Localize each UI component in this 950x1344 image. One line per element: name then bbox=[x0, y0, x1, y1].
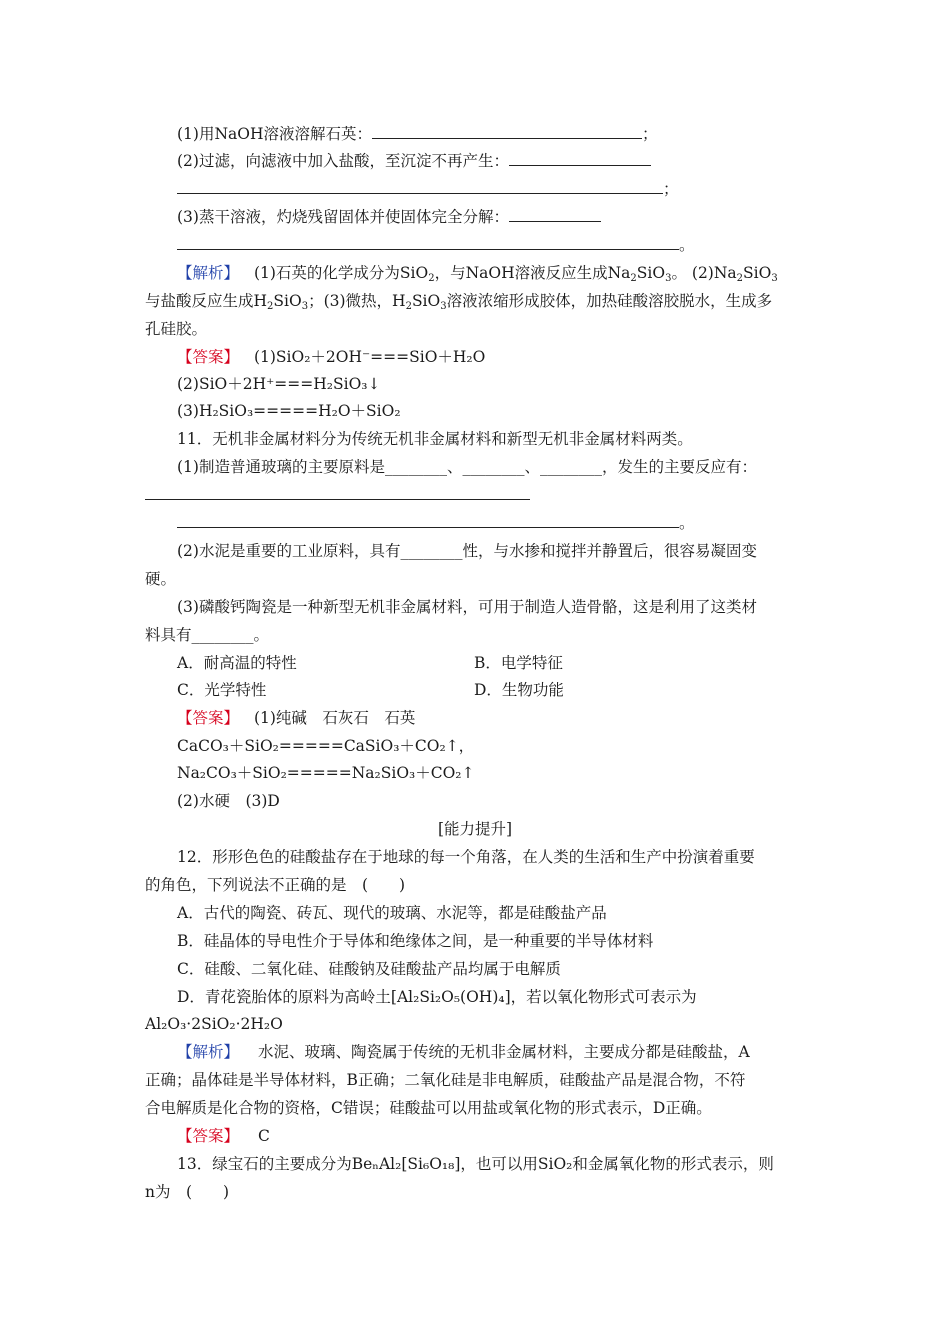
q12-analysis-line2: 正确；晶体硅是半导体材料，B正确；二氧化硅是非电解质，硅酸盐产品是混合物，不符 bbox=[145, 1071, 746, 1089]
q12-option-d-line1: D．青花瓷胎体的原料为高岭土[Al₂Si₂O₅(OH)₄]，若以氧化物形式可表示为 bbox=[177, 988, 697, 1006]
q11-part3-line1: (3)磷酸钙陶瓷是一种新型无机非金属材料，可用于制造人造骨骼，这是利用了这类材 bbox=[177, 598, 757, 616]
answer-tag: 【答案】 bbox=[177, 348, 240, 366]
answer-tag: 【答案】 bbox=[177, 1127, 240, 1145]
answer-blank[interactable] bbox=[509, 150, 651, 166]
q11-stem: 11．无机非金属材料分为传统无机非金属材料和新型无机非金属材料两类。 bbox=[177, 430, 693, 448]
q11-answer-line2: CaCO₃＋SiO₂=====CaSiO₃＋CO₂↑， bbox=[177, 737, 475, 755]
q10-analysis-line1: 【解析】 (1)石英的化学成分为SiO$_2$，与NaOH溶液反应生成$Na_2SiO_3$。 $(2)Na_2SiO_3$ bbox=[177, 264, 778, 284]
q11-answer-line1: 【答案】 (1)纯碱 石灰石 石英 bbox=[177, 709, 416, 727]
q10-part3: (3)蒸干溶液，灼烧残留固体并使固体完全分解： bbox=[177, 206, 601, 228]
q10-part1: (1)用NaOH溶液溶解石英： ； bbox=[177, 125, 658, 143]
q13-stem-line1: 13．绿宝石的主要成分为BeₙAl₂[Si₆O₁₈]，也可以用SiO₂和金属氧化物的形式表示，则 bbox=[177, 1155, 774, 1173]
q11-part2-line2: 硬。 bbox=[145, 570, 177, 588]
q10-part2-cont: ； bbox=[177, 178, 679, 200]
analysis-tag: 【解析】 bbox=[177, 264, 240, 282]
q12-option-b: B．硅晶体的导电性介于导体和绝缘体之间，是一种重要的半导体材料 bbox=[177, 932, 654, 950]
q12-option-c: C．硅酸、二氧化硅、硅酸钠及硅酸盐产品均属于电解质 bbox=[177, 960, 561, 978]
q11-part1-blank-a bbox=[145, 484, 530, 506]
q12-stem-line1: 12．形形色色的硅酸盐存在于地球的每一个角落，在人类的生活和生产中扮演着重要 bbox=[177, 848, 755, 866]
q12-analysis-line1: 【解析】 水泥、玻璃、陶瓷属于传统的无机非金属材料，主要成分都是硅酸盐，A bbox=[177, 1043, 750, 1061]
q11-part3-line2: 料具有________。 bbox=[145, 626, 270, 644]
analysis-tag: 【解析】 bbox=[177, 1043, 240, 1061]
q12-option-a: A．古代的陶瓷、砖瓦、现代的玻璃、水泥等，都是硅酸盐产品 bbox=[177, 904, 607, 922]
q11-part1: (1)制造普通玻璃的主要原料是________、________、________，发生的主要反应有： bbox=[177, 458, 757, 476]
q10-answer-line3: (3)H₂SiO₃=====H₂O＋SiO₂ bbox=[177, 402, 401, 420]
q10-part3-cont: 。 bbox=[177, 234, 695, 256]
q10-part2: (2)过滤，向滤液中加入盐酸，至沉淀不再产生： bbox=[177, 150, 651, 172]
q10-analysis-line2: 与盐酸反应生成$H_2SiO_3$；(3)微热，$H_2SiO_3$溶液浓缩形成胶体，加热硅酸溶胶脱水，生成多 bbox=[145, 292, 773, 312]
answer-blank[interactable] bbox=[145, 484, 530, 500]
q11-part2-line1: (2)水泥是重要的工业原料，具有________性，与水掺和搅拌并静置后，很容易凝固变 bbox=[177, 542, 757, 560]
q12-answer: 【答案】 C bbox=[177, 1127, 270, 1145]
q11-part1-blank-b: 。 bbox=[177, 512, 695, 534]
answer-tag: 【答案】 bbox=[177, 709, 240, 727]
q10-answer-line2: (2)SiO＋2H⁺===H₂SiO₃↓ bbox=[177, 375, 381, 393]
q11-answer-line4: (2)水硬 (3)D bbox=[177, 792, 280, 810]
q12-stem-line2: 的角色，下列说法不正确的是 ( ) bbox=[145, 876, 406, 894]
answer-blank[interactable] bbox=[509, 206, 601, 222]
q11-option-a: A．耐高温的特性 bbox=[177, 654, 297, 672]
answer-blank[interactable] bbox=[177, 512, 679, 528]
q11-option-c: C．光学特性 bbox=[177, 681, 267, 699]
q12-option-d-line2: Al₂O₃·2SiO₂·2H₂O bbox=[145, 1015, 283, 1033]
q11-answer-line3: Na₂CO₃＋SiO₂=====Na₂SiO₃＋CO₂↑ bbox=[177, 764, 475, 782]
q10-analysis-line3: 孔硅胶。 bbox=[145, 320, 208, 338]
q13-stem-line2: n为 ( ) bbox=[145, 1183, 230, 1201]
answer-blank[interactable] bbox=[372, 123, 642, 139]
q11-option-d: D．生物功能 bbox=[474, 681, 564, 699]
answer-blank[interactable] bbox=[177, 178, 663, 194]
answer-blank[interactable] bbox=[177, 234, 679, 250]
q10-answer-line1: 【答案】 (1)SiO₂＋2OH⁻===SiO＋H₂O bbox=[177, 348, 486, 366]
q11-option-b: B．电学特征 bbox=[474, 654, 563, 672]
q12-analysis-line3: 合电解质是化合物的资格，C错误；硅酸盐可以用盐或氧化物的形式表示，D正确。 bbox=[145, 1099, 712, 1117]
section-heading: [能力提升] bbox=[437, 820, 513, 838]
